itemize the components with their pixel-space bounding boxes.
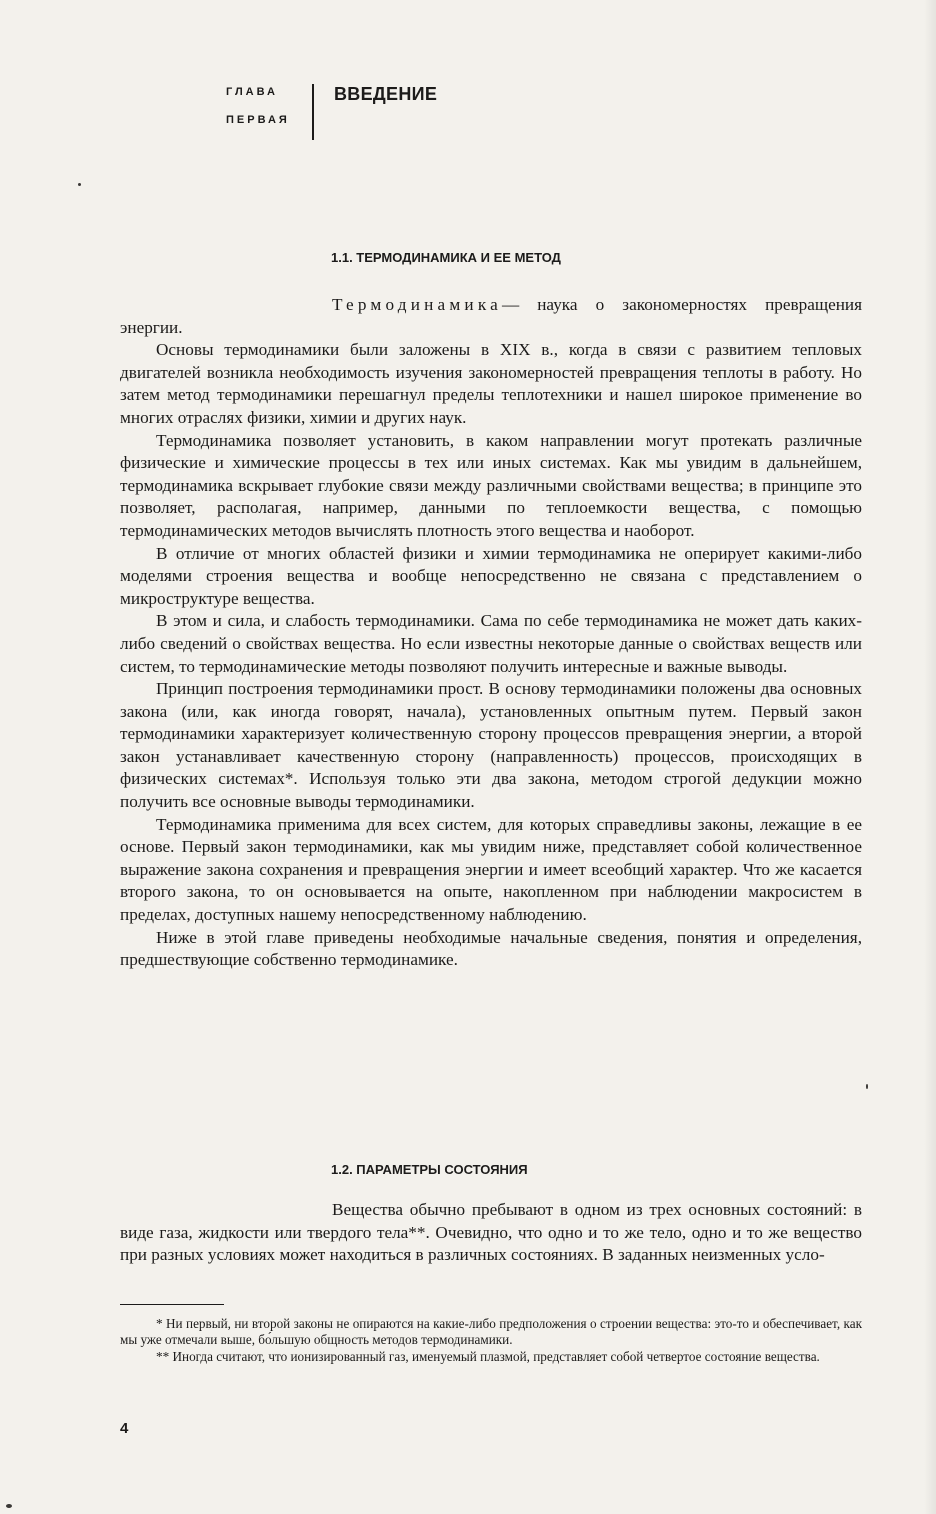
footnote: * Ни первый, ни второй законы не опираются на какие-либо предположения о строении вещества: это-то и обеспечивает, как мы уже отмечали выше, бо́льшую общность методов термодинамики. <box>120 1316 862 1348</box>
chapter-title: ВВЕДЕНИЕ <box>334 84 438 104</box>
section-body <box>120 1199 862 1267</box>
lead-paragraph <box>120 294 862 339</box>
paragraph: Принцип построения термодинамики прост. В основу термодинамики положены два основных закона (или, как иногда говорят, начала), установленных опытным путем. Первый закон термодинамики характеризует количественную сторону процессов превращения энергии, а второй закон устанавливает качественную сторону (направленность) процессов, происходящих в физических системах*. Используя только эти два закона, методом строгой дедукции можно получить все основные выводы термодинамики. <box>120 679 862 812</box>
paragraph: Основы термодинамики были заложены в XIX в., когда в связи с развитием тепловых двигателей возникла необходимость изучения закономерностей превращения теплоты в работу. Но затем метод термодинамики перешагнул пределы теплотехники и нашел широкое применение во многих отраслях физики, химии и других наук. <box>120 340 862 427</box>
chapter-divider <box>312 84 314 140</box>
paragraph: Вещества обычно пребывают в одном из трех основных состояний: в виде газа, жидкости или твердого тела**. Очевидно, что одно и то же тело, одно и то же вещество при разных условиях может находиться в различных состояниях. В заданных неизменных усло- <box>120 1200 862 1265</box>
section-body <box>120 294 862 972</box>
footnote: ** Иногда считают, что ионизированный газ, именуемый плазмой, представляет собой четвертое состояние вещества. <box>156 1348 820 1364</box>
lead-term: Термодинамика <box>332 295 502 314</box>
footnotes <box>120 1316 862 1365</box>
footnote-divider <box>120 1304 224 1305</box>
scan-speck <box>6 1504 12 1508</box>
page-number: 4 <box>120 1420 129 1437</box>
paragraph: В отличие от многих областей физики и химии термодинамика не оперирует какими-либо моделями строения вещества и вообще непосредственно не связана с представлением о микроструктуре вещества. <box>120 543 862 608</box>
paragraph: Термодинамика позволяет установить, в каком направлении могут протекать различные физические и химические процессы в тех или иных системах. Как мы увидим в дальнейшем, термодинамика вскрывает глубокие связи между различными свойствами вещества; в принципе это позволяет, располагая, например, данными по теплоемкости вещества, с помощью термодинамических методов вычислять плотность этого вещества и наоборот. <box>120 430 862 540</box>
paragraph: Ниже в этой главе приведены необходимые начальные сведения, понятия и определения, предшествующие собственно термодинамике. <box>120 927 862 970</box>
chapter-header <box>226 84 506 144</box>
scan-speck <box>866 1084 868 1089</box>
section-heading: 1.2. ПАРАМЕТРЫ СОСТОЯНИЯ <box>331 1162 528 1177</box>
chapter-number: ПЕРВАЯ <box>226 114 290 126</box>
paragraph: Термодинамика применима для всех систем, для которых справедливы законы, лежащие в ее основе. Первый закон термодинамики, как мы увидим ниже, представляет собой количественное выражение закона сохранения и превращения энергии и имеет всеобщий характер. Что же касается второго закона, то он основывается на опыте, накопленном при наблюдении макросистем в пределах, доступных нашему непосредственному наблюдению. <box>120 814 862 925</box>
page-edge-shadow <box>924 0 936 1514</box>
section-heading: 1.1. ТЕРМОДИНАМИКА И ЕЕ МЕТОД <box>331 250 561 265</box>
scan-speck <box>78 183 81 186</box>
lead-text: — наука о закономерностях превращения энергии. <box>120 295 862 337</box>
paragraph: В этом и сила, и слабость термодинамики. Сама по себе термодинамика не может дать каких-либо сведений о свойствах вещества. Но если известны некоторые данные о свойствах веществ или систем, то термодинамические методы позволяют получить интересные и важные выводы. <box>120 611 862 676</box>
chapter-label: ГЛАВА <box>226 86 278 98</box>
